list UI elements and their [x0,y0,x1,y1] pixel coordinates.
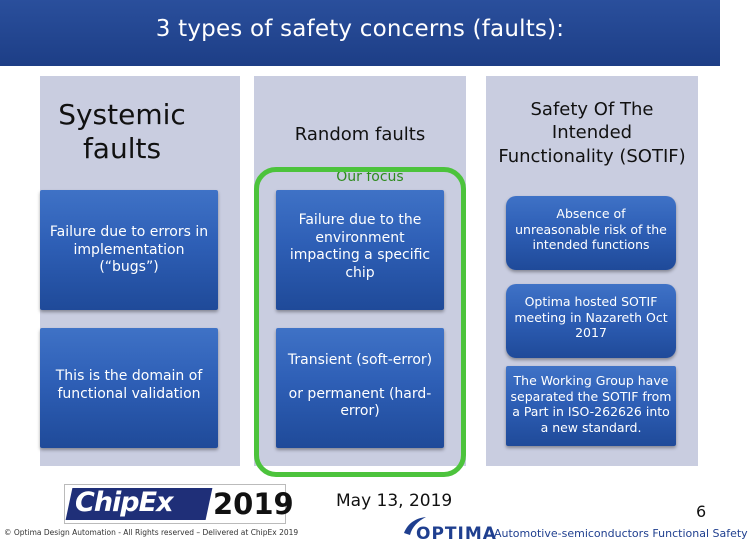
sotif-box-risk [506,196,676,270]
sotif-box-meeting [506,284,676,358]
optima-logo-text: OPTIMA [416,524,497,544]
chipex-logo-text: ChipEx [75,487,173,518]
sotif-heading: Safety Of The Intended Functionality (SOTIF) [498,99,686,167]
sotif-box-risk-text: Absence of unreasonable risk of the intended functions [515,206,667,253]
footer-tagline: Automotive-semiconductors Functional Safety [494,527,748,540]
footer-date: May 13, 2019 [336,491,453,511]
slide-title: 3 types of safety concerns (faults): [155,16,565,42]
chipex-logo-year: 2019 [213,487,294,521]
systemic-box-validation-text: This is the domain of functional validation [55,368,203,402]
sotif-box-working-group-text: The Working Group have separated the SOTIF from a Part in ISO-262626 into a new standard. [510,373,672,435]
our-focus-label: Our focus [336,169,404,185]
copyright-notice: © Optima Design Automation - All Rights reserved – Delivered at ChipEx 2019 [4,528,299,537]
title-bar [0,0,720,66]
page-number: 6 [696,502,707,521]
systemic-heading: Systemic faults [58,98,186,165]
random-heading: Random faults [294,124,426,145]
focus-highlight [254,167,466,477]
sotif-box-working-group [506,366,676,446]
systemic-box-bugs-text: Failure due to errors in implementation (“bugs”) [49,224,209,275]
optima-logo [402,515,497,544]
random-box-errors-line1: Transient (soft-error) [287,352,433,368]
random-box-environment-text: Failure due to the environment impacting a specific chip [289,212,431,281]
systemic-box-validation [40,328,218,448]
chipex-logo [64,484,294,524]
sotif-box-meeting-text: Optima hosted SOTIF meeting in Nazareth Oct 2017 [514,294,668,341]
random-box-errors-line2: or permanent (hard-error) [288,385,432,419]
systemic-box-bugs [40,190,218,310]
